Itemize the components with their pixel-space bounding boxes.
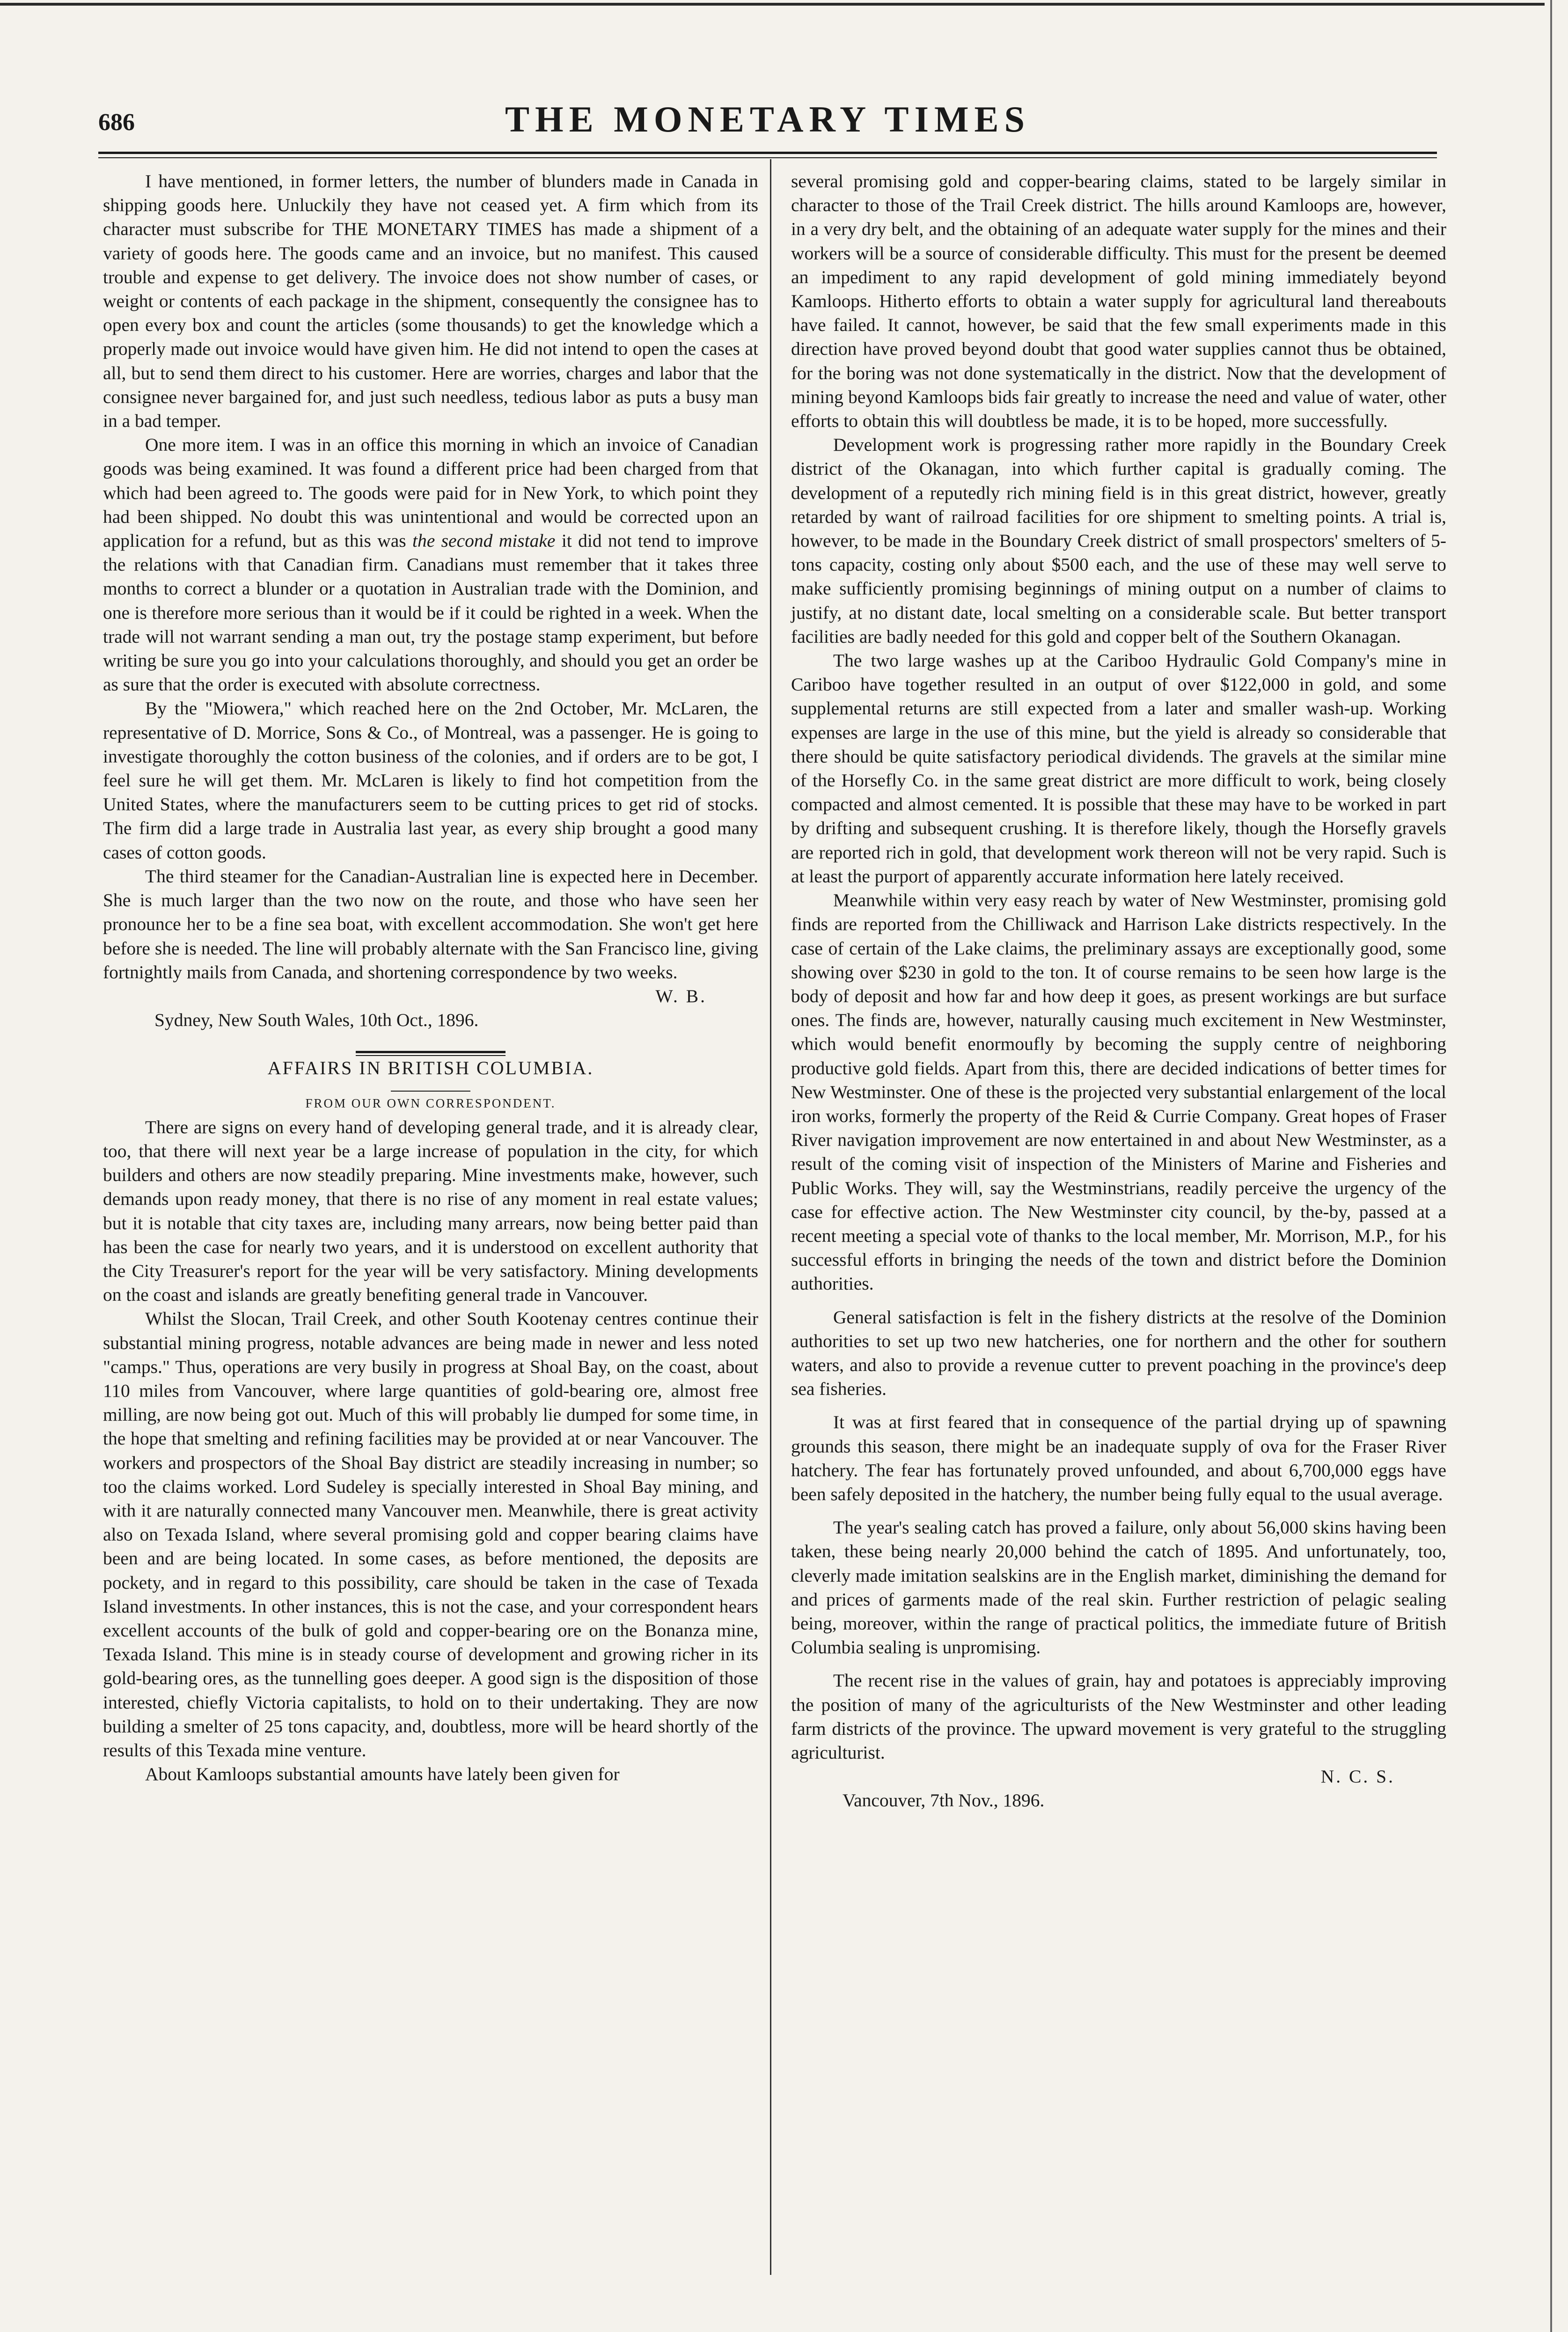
dateline: Sydney, New South Wales, 10th Oct., 1896. <box>154 1010 479 1031</box>
left-column <box>103 169 758 1786</box>
paragraph: several promising gold and copper-bearing claims, stated to be largely similar in character to those of the Trail Creek district. The hills around Kamloops are, however, in a very dry belt, and the obtaining of an adequate water supply for the mines and their workers will be a source of considerable difficulty. This must for the present be deemed an impediment to any rapid development of gold mining immediately beyond Kamloops. Hitherto efforts to obtain a water supply for agricultural land thereabouts have failed. It cannot, however, be said that the few small experiments made in this direction have proved beyond doubt that good water supplies cannot thus be obtained, for the boring was not done systematically in the district. Now that the development of mining beyond Kamloops bids fair greatly to increase the need and value of water, other efforts to obtain this will doubtless be made, it is to be hoped, more successfully. <box>791 171 1446 432</box>
header-rule <box>98 152 1437 154</box>
paragraph: The two large washes up at the Cariboo Hydraulic Gold Company's mine in Cariboo have together resulted in an output of over $122,000 in gold, and some supplemental returns are still expected from a later and smaller wash-up. Working expenses are large in the use of this mine, but the yield is already so considerable that there should be quite satisfactory periodical dividends. The gravels at the similar mine of the Horsefly Co. in the same great district are more difficult to work, being closely compacted and almost cemented. It is possible that these may have to be worked in part by drifting and subsequent crushing. It is therefore likely, though the Horsefly gravels are reported rich in gold, that development work thereon will not be very rapid. Such is at least the purport of apparently accurate information here lately received. <box>791 650 1446 887</box>
paragraph: By the "Miowera," which reached here on the 2nd October, Mr. McLaren, the representative of D. Morrice, Sons & Co., of Montreal, was a passenger. He is going to investigate thoroughly the cotton business of the colonies, and if orders are to be got, I feel sure he will get them. Mr. McLaren is likely to find hot competition from the United States, where the manufacturers seem to be cutting prices to get rid of stocks. The firm did a large trade in Australia last year, as every ship brought a good many cases of cotton goods. <box>103 698 758 863</box>
paragraph: The third steamer for the Canadian-Australian line is expected here in December. She is much larger than the two now on the route, and those who have seen her pronounce her to be a fine sea boat, with excellent accommodation. She won't get here before she is needed. The line will probably alternate with the San Francisco line, giving fortnightly mails from Canada, and shortening correspondence by two weeks. <box>103 865 758 983</box>
paragraph: The recent rise in the values of grain, hay and potatoes is appreciably improving the position of many of the agriculturists of the New Westminster and other leading farm districts of the province. The upward movement is very grateful to the struggling agriculturist. <box>791 1670 1446 1763</box>
paragraph: I have mentioned, in former letters, the number of blunders made in Canada in shipping goods here. Unluckily they have not ceased yet. A firm which from its character must subscribe for THE MONETARY TIMES has made a shipment of a variety of goods here. The goods came and an invoice, but no manifest. This caused trouble and expense to get delivery. The invoice does not show number of cases, or weight or contents of each package in the shipment, consequently the consignee has to open every box and count the articles (some thousands) to get the knowledge which a properly made out invoice would have given him. He did not intend to open the cases at all, but to send them direct to his customer. Here are worries, charges and labor that the consignee never bargained for, and just such needless, tedious labor as puts a busy man in a bad temper. <box>103 171 758 432</box>
column-divider <box>770 159 771 2275</box>
paragraph: General satisfaction is felt in the fishery districts at the resolve of the Dominion authorities to set up two new hatcheries, one for northern and the other for southern waters, and also to provide a revenue cutter to prevent poaching in the province's deep sea fisheries. <box>791 1306 1446 1400</box>
paragraph <box>103 433 758 697</box>
signature: W. B. <box>655 985 707 1006</box>
signature: N. C. S. <box>1320 1766 1395 1787</box>
page-header <box>98 94 1437 150</box>
paragraph: Meanwhile within very easy reach by water of New Westminster, promising gold finds are reported from the Chilliwack and Harrison Lake districts respectively. In the case of certain of the Lake claims, the preliminary assays are exceptionally good, some showing over $230 in gold to the ton. It of course remains to be seen how large is the body of deposit and how far and how deep it goes, as present workings are but surface ones. The finds are, however, naturally causing much excitement in New Westminster, which would benefit enormoufly by becoming the supply centre of neighboring productive gold fields. Apart from this, there are decided indications of better times for New Westminster. One of these is the projected very substantial enlargement of the local iron works, formerly the property of the Reid & Currie Company. Great hopes of Fraser River navigation improvement are now entertained in and about New Westminster, as a result of the coming visit of inspection of the Ministers of Marine and Fisheries and Public Works. They will, say the Westminstrians, readily perceive the urgency of the case for effective action. The New Westminster city council, by the-by, passed at a recent meeting a special vote of thanks to the local member, Mr. Morrison, M.P., for his successful efforts in bringing the needs of the town and district before the Dominion authorities. <box>791 890 1446 1294</box>
paragraph: The year's sealing catch has proved a failure, only about 56,000 skins having been taken, these being nearly 20,000 behind the catch of 1895. And unfortunately, too, cleverly made imitation sealskins are in the English market, diminishing the demand for and prices of garments made of the real skin. Further restriction of pelagic sealing being, moreover, within the range of practical politics, the immediate future of British Columbia sealing is unpromising. <box>791 1517 1446 1658</box>
paragraph: Whilst the Slocan, Trail Creek, and other South Kootenay centres continue their substantial mining progress, notable advances are being made in newer and less noted "camps." Thus, operations are very busily in progress at Shoal Bay, on the coast, about 110 miles from Vancouver, where large quantities of gold-bearing ore, almost free milling, are now being got out. Much of this will probably lie dumped for some time, in the hope that smelting and refining facilities may be provided at or near Vancouver. The workers and prospectors of the Shoal Bay district are steadily increasing in number; so too the claims worked. Lord Sudeley is specially interested in Shoal Bay mining, and with it are naturally connected many Vancouver men. Meanwhile, there is great activity also on Texada Island, where several promising gold and copper bearing claims have been and are being located. In some cases, as before mentioned, the deposits are pockety, and in regard to this possibility, care should be taken in the case of Texada Island investments. In other instances, this is not the case, and your correspondent hears excellent accounts of the bulk of gold and copper-bearing ore on the Bonanza mine, Texada Island. This mine is in steady course of development and growing richer in its gold-bearing ores, as the tunnelling goes deeper. A good sign is the disposition of those interested, chiefly Victoria capitalists, to hold on to their undertaking. They are now building a smelter of 25 tons capacity, and, doubtless, more will be heard shortly of the results of this Texada mine venture. <box>103 1308 758 1760</box>
paragraph: About Kamloops substantial amounts have lately been given for <box>145 1764 620 1785</box>
paragraph: There are signs on every hand of developing general trade, and it is already clear, too, that there will next year be a large increase of population in the city, for which builders and others are now steadily preparing. Mine investments make, however, such demands upon ready money, that there is no rise of any moment in real estate values; but it is notable that city taxes are, including many arrears, now being better paid than has been the case for nearly two years, and it is understood on excellent authority that the City Treasurer's report for the year will be very satisfactory. Mining developments on the coast and islands are greatly benefiting general trade in Vancouver. <box>103 1116 758 1305</box>
paragraph-text: One more item. I was in an office this morning in which an invoice of Canadian goods was being examined. It was found a different price had been charged from that which had been agreed to. The goods were paid for in New York, to which point they had been shipped. No doubt this was unintentional and would be corrected upon an application for a refund, but as this was <box>103 434 758 551</box>
paragraph: Development work is progressing rather more rapidly in the Boundary Creek district of the Okanagan, into which further capital is gradually coming. The development of a reputedly rich mining field is in this great district, however, greatly retarded by want of railroad facilities for ore shipment to smelting points. A trial is, however, to be made in the Boundary Creek district of small prospectors' smelters of 5-tons capacity, costing only about $500 each, and the use of these may well serve to make sufficiently promising beginnings of mining output on a number of claims to justify, at no distant date, local smelting on a considerable scale. But better transport facilities are badly needed for this gold and copper belt of the Southern Okanagan. <box>791 434 1446 647</box>
section-divider <box>356 1051 506 1056</box>
byline: FROM OUR OWN CORRESPONDENT. <box>305 1096 556 1110</box>
paragraph: It was at first feared that in consequence of the partial drying up of spawning grounds this season, there might be an inadequate supply of ova for the Fraser River hatchery. The fear has fortunately proved unfounded, and about 6,700,000 eggs have been safely deposited in the hatchery, the number being fully equal to the usual average. <box>791 1412 1446 1504</box>
page-edge <box>1550 0 1552 2332</box>
journal-title: THE MONETARY TIMES <box>505 99 1030 139</box>
top-edge-rule <box>0 3 1545 6</box>
header-rule-thin <box>98 157 1437 158</box>
section-title: AFFAIRS IN BRITISH COLUMBIA. <box>267 1057 594 1079</box>
page-number: 686 <box>98 109 135 136</box>
dateline: Vancouver, 7th Nov., 1896. <box>843 1790 1045 1811</box>
emphasis-text: the second mistake <box>412 530 556 551</box>
right-column <box>791 169 1446 1813</box>
paragraph-text: it did not tend to improve the relations with that Canadian firm. Canadians must remember that it takes three months to correct a blunder or a quotation in Australian trade with the Dominion, and one is therefore more serious than it would be if it could be righted in a week. When the trade will not warrant sending a man out, try the postage stamp experiment, but before writing be sure you go into your calculations thoroughly, and should you get an order be as sure that the order is executed with absolute correctness. <box>103 530 759 695</box>
